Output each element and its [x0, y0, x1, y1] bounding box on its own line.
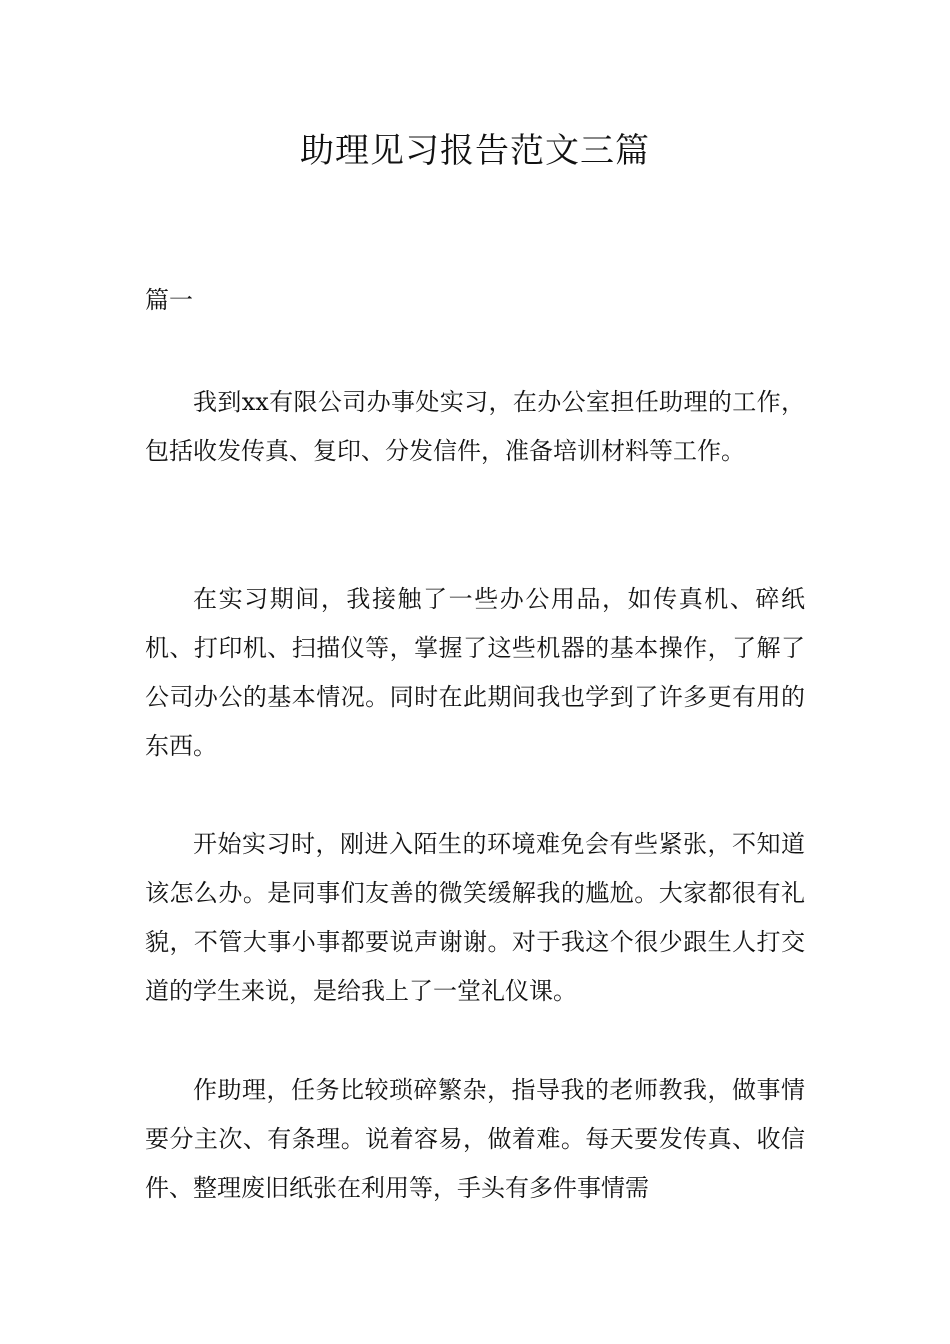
paragraph-3: 开始实习时，刚进入陌生的环境难免会有些紧张，不知道该怎么办。是同事们友善的微笑缓解我的尴尬。大家都很有礼貌，不管大事小事都要说声谢谢。对于我这个很少跟生人打交道的学生来说，是给我上了一堂礼仪课。 — [145, 830, 805, 1005]
section-heading: 篇一 — [145, 286, 193, 314]
paragraph-2: 在实习期间，我接触了一些办公用品，如传真机、碎纸机、打印机、扫描仪等，掌握了这些机器的基本操作，了解了公司办公的基本情况。同时在此期间我也学到了许多更有用的东西。 — [145, 585, 805, 760]
paragraph-4: 作助理，任务比较琐碎繁杂，指导我的老师教我，做事情要分主次、有条理。说着容易，做着难。每天要发传真、收信件、整理废旧纸张在利用等，手头有多件事情需 — [145, 1076, 805, 1202]
paragraph-1: 我到xx有限公司办事处实习，在办公室担任助理的工作，包括收发传真、复印、分发信件，准备培训材料等工作。 — [145, 388, 805, 465]
document-title: 助理见习报告范文三篇 — [300, 131, 650, 171]
